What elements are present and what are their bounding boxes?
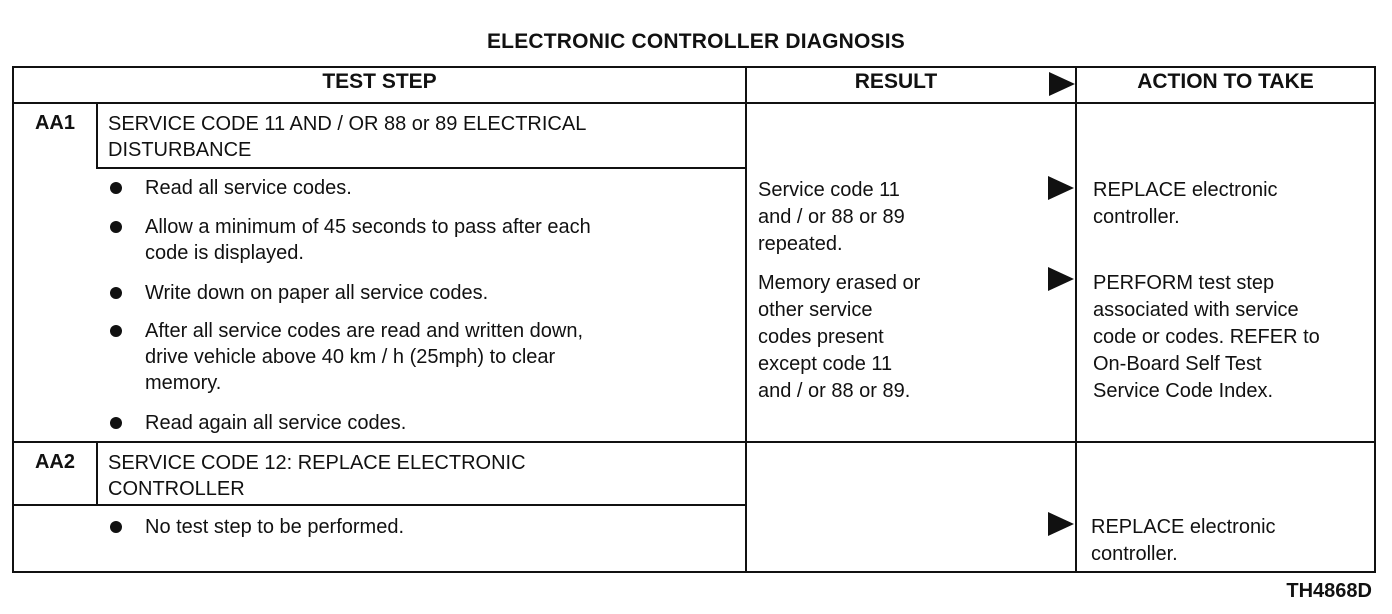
table-bottom-border [12, 571, 1376, 573]
list-item: Write down on paper all service codes. [108, 280, 708, 306]
step-title-aa1: SERVICE CODE 11 AND / OR 88 or 89 ELECTRICAL DISTURBANCE [108, 113, 587, 161]
list-item: Read again all service codes. [108, 410, 708, 436]
figure-code: TH4868D [1286, 580, 1372, 602]
header-result: RESULT [854, 70, 938, 93]
table-top-border [12, 66, 1376, 68]
code-cell-divider-aa2 [96, 441, 98, 506]
action-aa2-replace: REPLACE electronic controller. [1091, 516, 1276, 565]
right-triangle-arrow-icon [1049, 72, 1075, 96]
bullet-icon [110, 521, 122, 533]
bullet-icon [110, 287, 122, 299]
table-left-border [12, 66, 14, 573]
result-aa1-memory-erased: Memory erased or other service codes present except code 11 and / or 88 or 89. [758, 272, 921, 402]
bullet-icon [110, 182, 122, 194]
result-aa1-repeated: Service code 11 and / or 88 or 89 repeated. [758, 179, 905, 255]
right-triangle-arrow-icon [1048, 512, 1074, 536]
column-divider-result [745, 66, 747, 573]
header-test-step: TEST STEP [322, 70, 437, 93]
list-item: No test step to be performed. [108, 514, 708, 540]
list-item: Read all service codes. [108, 175, 708, 201]
action-aa1-replace: REPLACE electronic controller. [1093, 179, 1278, 228]
page-title: ELECTRONIC CONTROLLER DIAGNOSIS [486, 30, 906, 53]
right-triangle-arrow-icon [1048, 176, 1074, 200]
list-item: After all service codes are read and written down, drive vehicle above 40 km / h (25mph) to clear memory. [108, 318, 708, 396]
aa1-title-bottom-rule [96, 167, 747, 169]
list-item: Allow a minimum of 45 seconds to pass after each code is displayed. [108, 214, 708, 266]
bullet-icon [110, 417, 122, 429]
code-cell-divider-aa1 [96, 102, 98, 169]
action-aa1-perform: PERFORM test step associated with service code or codes. REFER to On-Board Self Test Service Code Index. [1093, 272, 1320, 402]
bullet-icon [110, 221, 122, 233]
aa1-bottom-rule [12, 441, 1376, 443]
step-code-aa2: AA2 [34, 451, 75, 473]
header-action-to-take: ACTION TO TAKE [1137, 70, 1314, 93]
right-triangle-arrow-icon [1048, 267, 1074, 291]
step-code-aa1: AA1 [34, 112, 75, 134]
bullet-icon [110, 325, 122, 337]
column-divider-action [1075, 66, 1077, 573]
aa2-title-bottom-rule [12, 504, 747, 506]
header-bottom-rule [12, 102, 1376, 104]
step-title-aa2: SERVICE CODE 12: REPLACE ELECTRONIC CONTROLLER [108, 452, 526, 500]
